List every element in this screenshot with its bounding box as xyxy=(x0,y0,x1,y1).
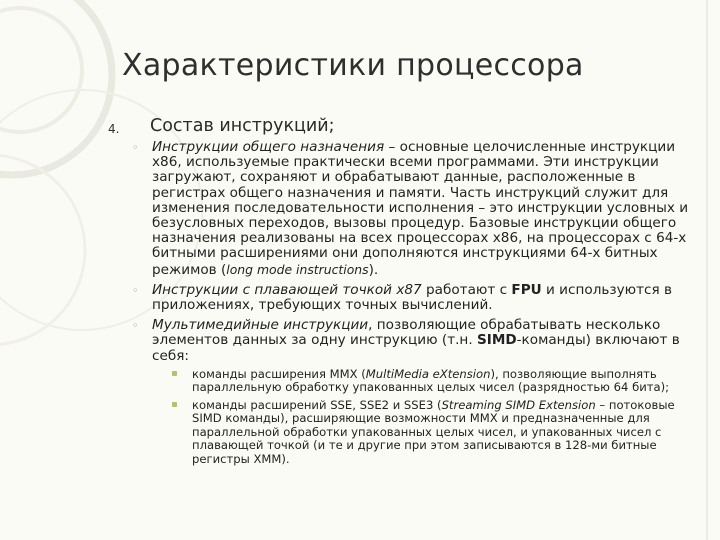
bullet-marker-icon: ◦ xyxy=(132,141,139,154)
square-bullet-icon xyxy=(172,402,177,407)
sub-bullet-item xyxy=(172,368,700,395)
text-run: Streaming SIMD Extension xyxy=(441,397,596,412)
text-run: long mode instructions xyxy=(226,261,369,277)
bullet-text xyxy=(152,283,700,313)
text-run: команды расширений SSE, SSE2 и SSE3 ( xyxy=(192,397,442,412)
text-run: SIMD xyxy=(476,332,517,349)
bullet-item xyxy=(132,283,700,313)
text-run: Инструкции общего назначения xyxy=(152,139,385,155)
sub-bullet-item xyxy=(172,399,700,467)
text-run: ). xyxy=(368,261,379,278)
text-run: MultiMedia eXtension xyxy=(365,366,491,381)
text-run: FPU xyxy=(511,281,542,298)
text-run: – потоковые SIMD команды), расширяющие возможности MMX и предназначенные для параллельной обработки упакованных целых чисел, и упакованных чисел с плавающей точкой (и те и другие при этом записываются в 128-ми битные регистры XMM). xyxy=(192,397,675,466)
slide-title: Характеристики процессора xyxy=(122,48,584,83)
bullet-item xyxy=(132,318,700,466)
sub-bullet-text xyxy=(192,399,700,467)
item-number: 4. xyxy=(108,122,120,136)
text-run: работают с xyxy=(421,281,512,298)
bullet-item xyxy=(132,140,700,278)
text-run: Инструкции с плавающей точкой x87 xyxy=(152,281,422,298)
text-run: команды расширения MMX ( xyxy=(192,366,366,381)
text-run: и используются в приложениях, требующих точных вычислений. xyxy=(152,281,673,314)
bullet-marker-icon: ◦ xyxy=(132,319,139,333)
sub-bullet-text xyxy=(192,368,700,395)
text-run: , позволяющие обрабатывать несколько элементов данных за одну инструкцию (т.н. xyxy=(152,317,661,349)
text-run: Мультимедийные инструкции xyxy=(152,317,369,334)
bullet-text xyxy=(152,318,700,364)
text-run: ), позволяющие выполнять параллельную обработку упакованных целых чисел (разрядностью 64 бита); xyxy=(192,366,670,395)
bullet-list xyxy=(132,140,700,471)
bullet-marker-icon: ◦ xyxy=(132,283,139,297)
item-heading: Состав инструкций; xyxy=(150,116,335,136)
text-run: -команды) включают в себя: xyxy=(152,332,680,364)
bullet-text xyxy=(152,140,700,278)
text-run: – основные целочисленные инструкции x86, используемые практически всеми программами. Эти инструкции загружают, сохраняют и обрабатывают данные, расположенные в регистрах общего назначения и памяти. Часть инструкций служит для изменения последовательности исполнения – это инструкции условных и безусловных переходов, вызовы процедур. Базовые инструкции общего назначения реализованы на всех процессорах x86, на процессорах с 64-х битными расширениями они дополняются инструкциями 64-х битных режимов ( xyxy=(152,139,689,278)
square-bullet-icon xyxy=(172,371,177,376)
